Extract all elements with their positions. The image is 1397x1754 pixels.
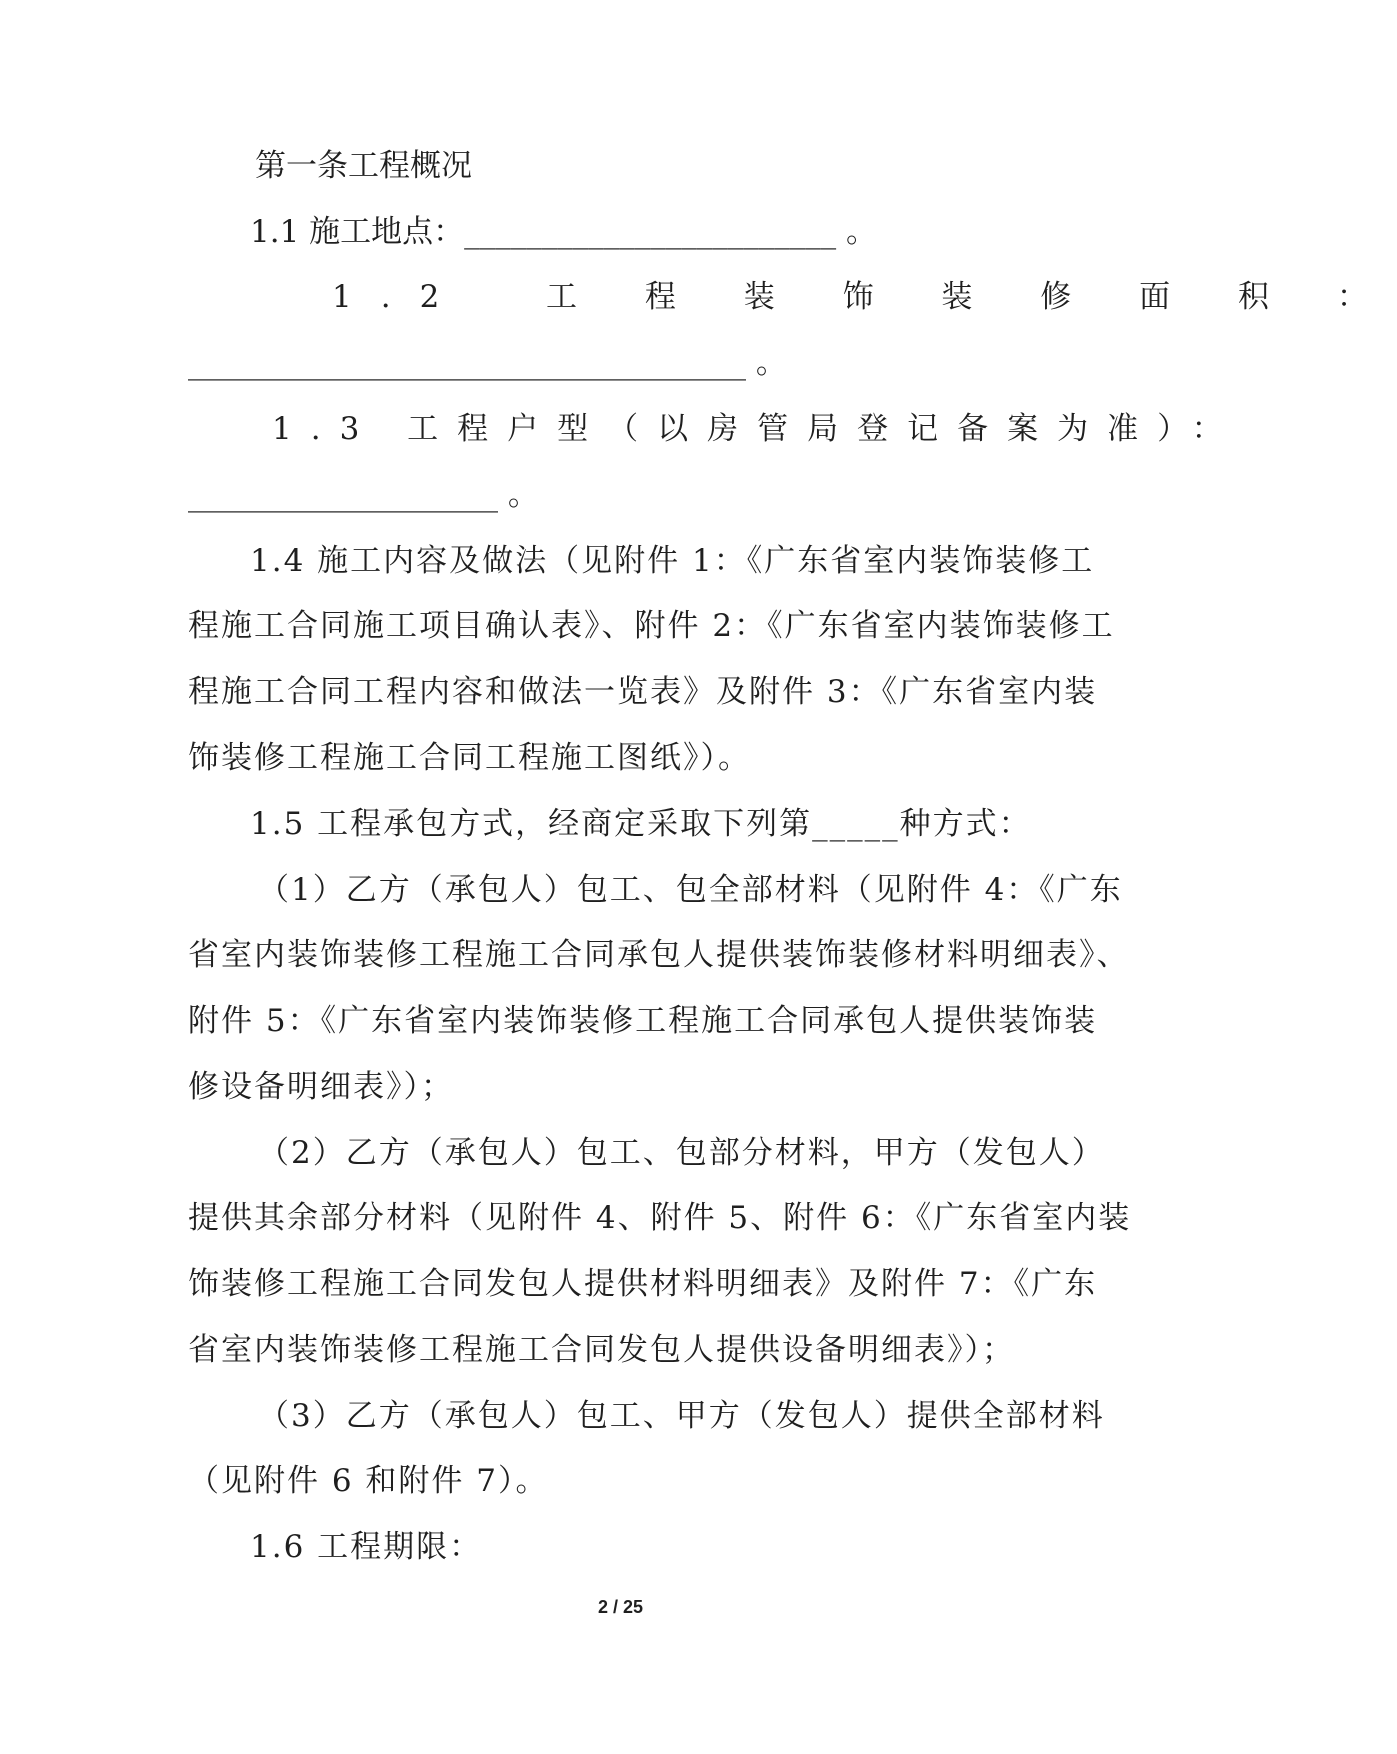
option-3-line-2: （见附件 6 和附件 7）。 [188,1463,549,1499]
clause-1-6: 1.6 工程期限： [250,1529,483,1565]
clause-1-2: 1.2 工 程 装 饰 装 修 面 积 ： [332,279,1397,315]
option-1-line-2: 省室内装饰装修工程施工合同承包人提供装饰装修材料明细表》、 [188,937,1130,973]
clause-1-4-line-2: 程施工合同施工项目确认表》、附件 2：《广东省室内装饰装修工 [188,608,1115,644]
clause-1-2-blank: ____________________________________ 。 [188,345,787,381]
section-heading: 第一条工程概况 [255,148,472,184]
option-1-line-1: （1）乙方（承包人）包工、包全部材料（见附件 4：《广东 [258,872,1123,908]
clause-1-4-line-4: 饰装修工程施工合同工程施工图纸》）。 [188,740,751,776]
clause-1-5: 1.5 工程承包方式，经商定采取下列第_____种方式： [250,806,1032,842]
option-2-line-4: 省室内装饰装修工程施工合同发包人提供设备明细表》）； [188,1332,1015,1368]
clause-1-4-line-1: 1.4 施工内容及做法（见附件 1：《广东省室内装饰装修工 [250,543,1095,579]
option-1-line-4: 修设备明细表》）； [188,1069,454,1105]
clause-1-3-blank: ____________________ 。 [188,477,539,513]
clause-1-4-line-3: 程施工合同工程内容和做法一览表》及附件 3：《广东省室内装 [188,674,1098,710]
clause-1-3: 1.3 工程户型（以房管局登记备案为准）： [272,411,1242,447]
option-2-line-3: 饰装修工程施工合同发包人提供材料明细表》及附件 7：《广东 [188,1266,1098,1302]
option-2-line-2: 提供其余部分材料（见附件 4、附件 5、附件 6：《广东省室内装 [188,1200,1132,1236]
option-1-line-3: 附件 5：《广东省室内装饰装修工程施工合同承包人提供装饰装 [188,1003,1098,1039]
clause-1-1: 1.1 施工地点：________________________ 。 [250,214,878,250]
page-number: 2 / 25 [597,1597,644,1617]
option-2-line-1: （2）乙方（承包人）包工、包部分材料，甲方（发包人） [258,1135,1105,1171]
option-3-line-1: （3）乙方（承包人）包工、甲方（发包人）提供全部材料 [258,1398,1105,1434]
